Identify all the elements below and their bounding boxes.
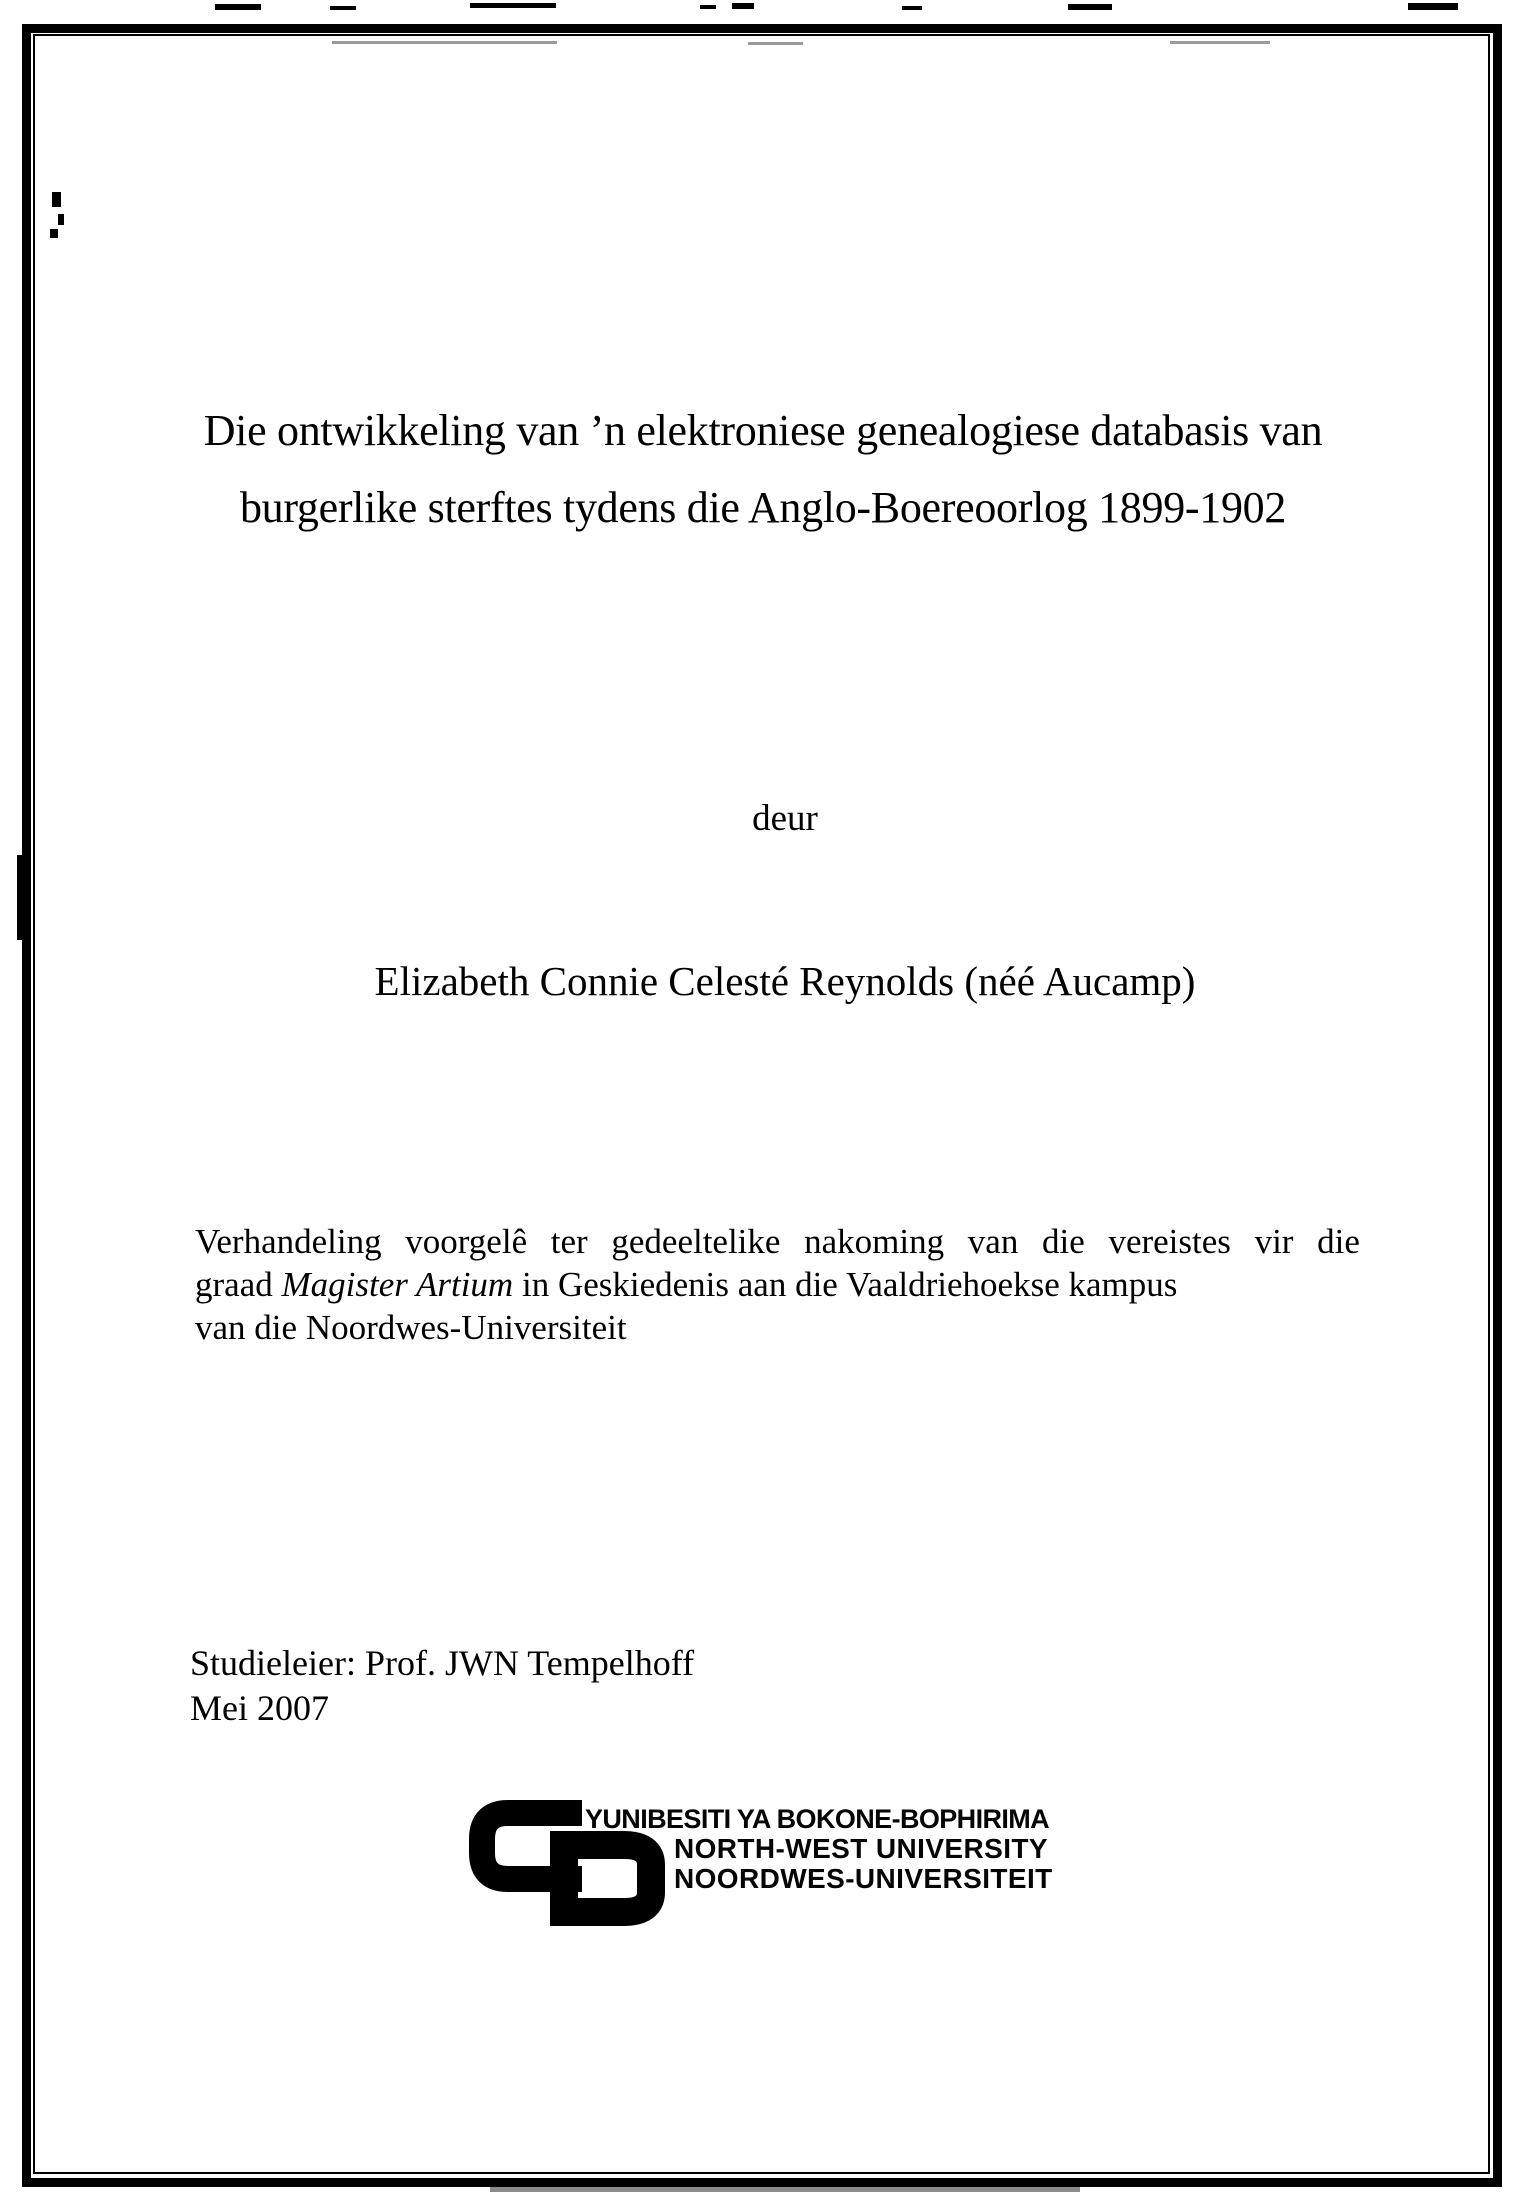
logo-text-english: NORTH-WEST UNIVERSITY [674,1833,1048,1864]
university-logo-text [585,1804,1053,1894]
supervisor-block [190,1641,694,1731]
scan-artifact [490,2187,1080,2192]
scan-artifact [1408,3,1458,10]
scan-artifact [215,4,261,10]
university-logo [468,1798,1168,1938]
thesis-title-line1: Die ontwikkeling van ’n elektroniese genealogiese databasis van [203,406,1323,455]
scan-artifact [332,41,557,44]
degree-statement [195,1220,1360,1349]
degree-line2-prefix: graad [195,1265,282,1304]
scan-artifact [58,214,64,225]
scan-artifact [732,3,754,9]
scan-artifact [902,6,922,10]
scan-artifact [700,5,716,9]
degree-statement-line2 [195,1263,1360,1306]
degree-statement-line3: van die Noordwes-Universiteit [195,1308,627,1347]
degree-line2-suffix: in Geskiedenis aan die Vaaldriehoekse kampus [513,1265,1178,1304]
scan-artifact [1170,41,1270,44]
scan-artifact [470,3,556,8]
thesis-title-line2: burgerlike sterftes tydens die Anglo-Boereoorlog 1899-1902 [239,483,1287,532]
scan-artifact [52,192,61,207]
logo-text-setswana: YUNIBESITI YA BOKONE-BOPHIRIMA [585,1804,1050,1834]
degree-name-italic: Magister Artium [281,1265,514,1304]
scan-artifact [748,42,803,45]
scan-artifact [1068,4,1112,10]
logo-text-afrikaans: NOORDWES-UNIVERSITEIT [674,1863,1053,1894]
thesis-title [83,392,1443,546]
scan-artifact [17,855,25,940]
author-name: Elizabeth Connie Celesté Reynolds (néé Aucamp) [374,958,1196,1004]
degree-statement-line1: Verhandeling voorgelê ter gedeeltelike nakoming van die vereistes vir die [195,1222,1360,1261]
scan-artifact [330,6,356,10]
byline: deur [752,798,818,839]
supervisor: Studieleier: Prof. JWN Tempelhoff [190,1643,695,1683]
date: Mei 2007 [190,1688,329,1728]
scan-artifact [50,229,58,238]
